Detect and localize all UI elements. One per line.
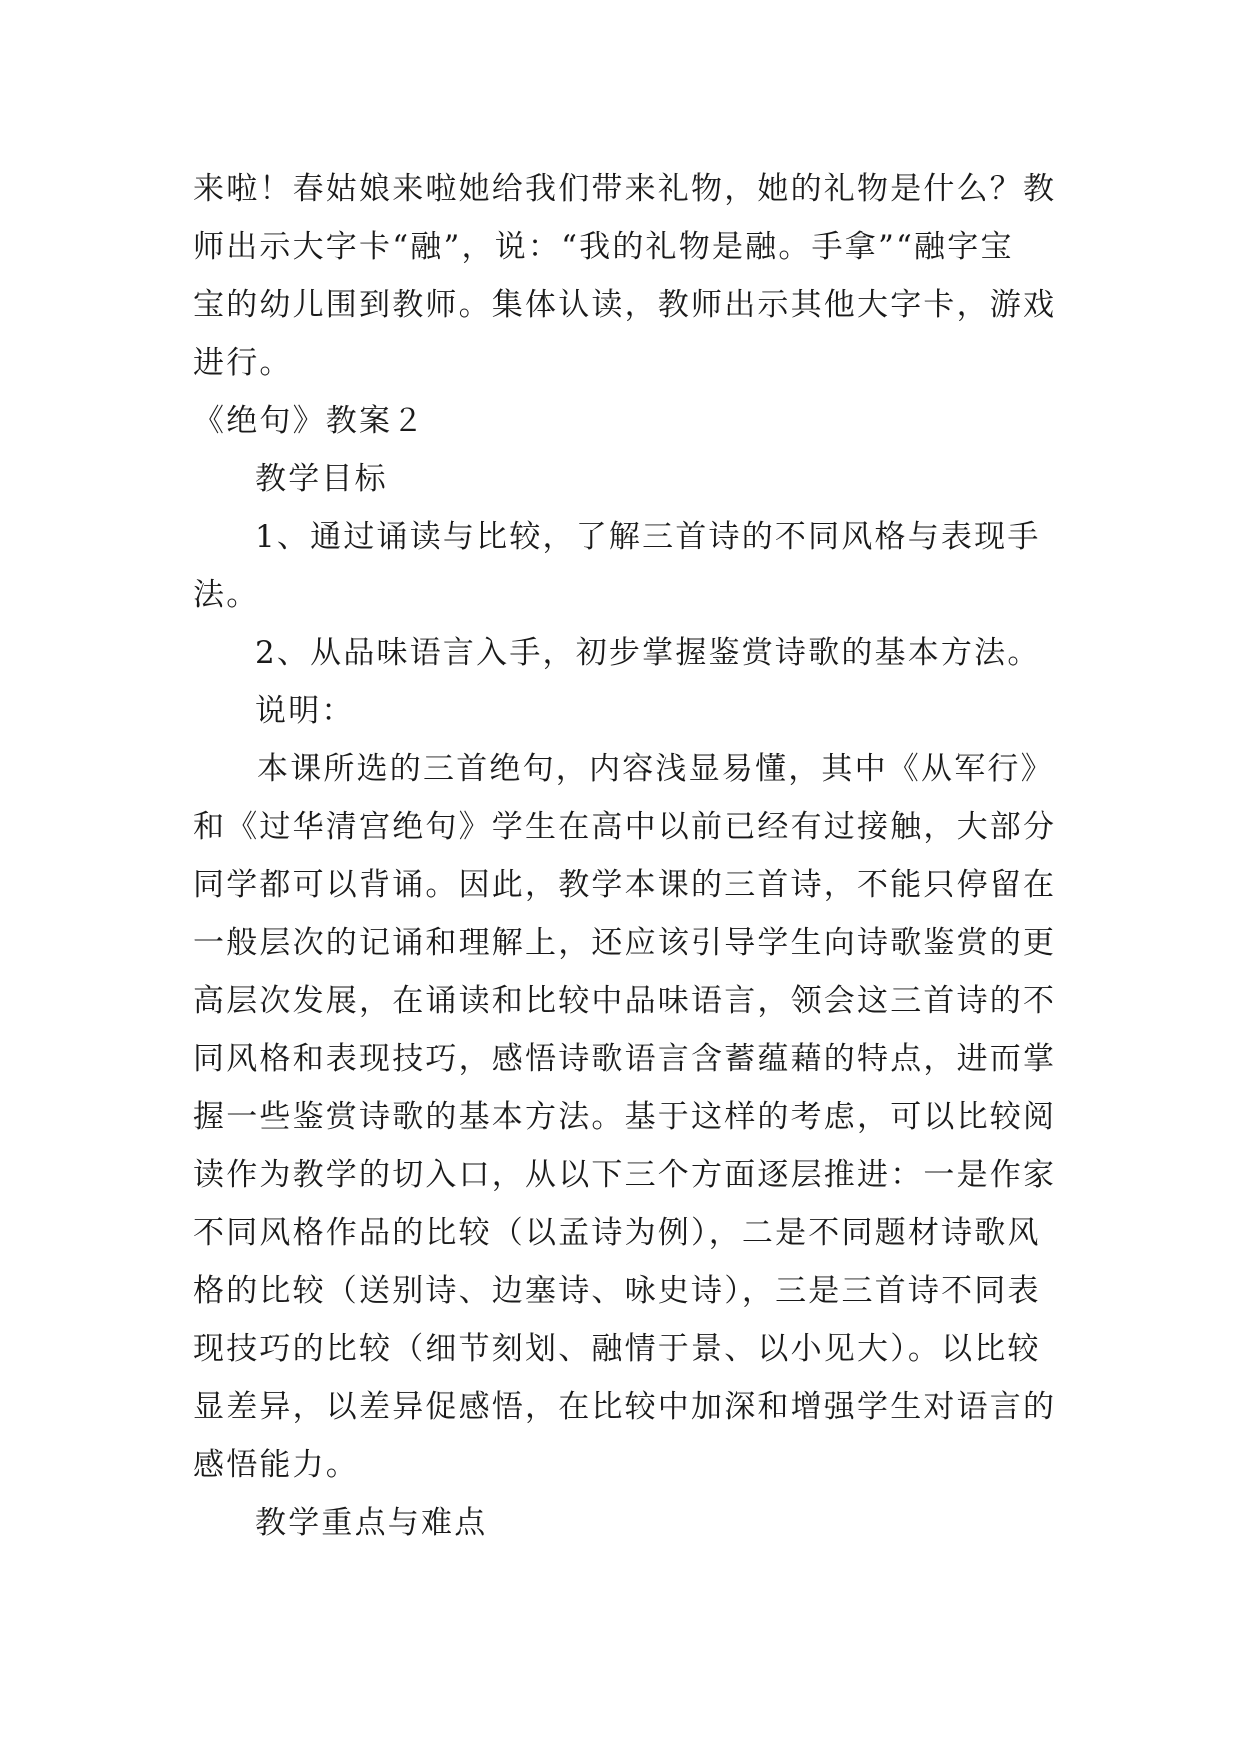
paragraph-line: 同风格和表现技巧，感悟诗歌语言含蓄蕴藉的特点，进而掌 — [193, 1041, 1057, 1077]
paragraph-line: 高层次发展，在诵读和比较中品味语言，领会这三首诗的不 — [193, 983, 1057, 1019]
subheading-teaching-goals: 教学目标 — [255, 461, 388, 497]
goal-item-1: 1、通过诵读与比较，了解三首诗的不同风格与表现手 — [255, 519, 1041, 555]
paragraph-line: 和《过华清宫绝句》学生在高中以前已经有过接触，大部分 — [193, 809, 1057, 845]
paragraph-line: 现技巧的比较（细节刻划、融情于景、以小见大）。以比较 — [193, 1331, 1041, 1367]
paragraph-line: 显差异，以差异促感悟，在比较中加深和增强学生对语言的 — [193, 1389, 1057, 1425]
paragraph-line: 读作为教学的切入口，从以下三个方面逐层推进：一是作家 — [193, 1157, 1057, 1193]
section-heading: 《绝句》教案２ — [193, 403, 426, 439]
paragraph-line: 一般层次的记诵和理解上，还应该引导学生向诗歌鉴赏的更 — [193, 925, 1057, 961]
paragraph-line: 感悟能力。 — [193, 1447, 359, 1483]
subheading-key-points: 教学重点与难点 — [255, 1505, 488, 1541]
paragraph-line: 来啦！春姑娘来啦她给我们带来礼物，她的礼物是什么？教 — [193, 171, 1057, 207]
paragraph-line: 师出示大字卡“融”，说：“我的礼物是融。手拿”“融字宝 — [193, 229, 1014, 265]
paragraph-line: 进行。 — [193, 345, 293, 381]
goal-item-2: 2、从品味语言入手，初步掌握鉴赏诗歌的基本方法。 — [255, 635, 1041, 671]
subheading-explanation: 说明： — [255, 693, 355, 729]
document-page — [193, 160, 1055, 1552]
paragraph-line: 不同风格作品的比较（以孟诗为例），二是不同题材诗歌风 — [193, 1215, 1041, 1251]
paragraph-line: 法。 — [193, 577, 260, 613]
paragraph-line: 宝的幼儿围到教师。集体认读，教师出示其他大字卡，游戏 — [193, 287, 1057, 323]
paragraph-line: 格的比较（送别诗、边塞诗、咏史诗），三是三首诗不同表 — [193, 1273, 1041, 1309]
paragraph-line: 握一些鉴赏诗歌的基本方法。基于这样的考虑，可以比较阅 — [193, 1099, 1057, 1135]
paragraph-line: 同学都可以背诵。因此，教学本课的三首诗，不能只停留在 — [193, 867, 1057, 903]
paragraph-line: 本课所选的三首绝句，内容浅显易懂，其中《从军行》 — [257, 751, 1054, 787]
